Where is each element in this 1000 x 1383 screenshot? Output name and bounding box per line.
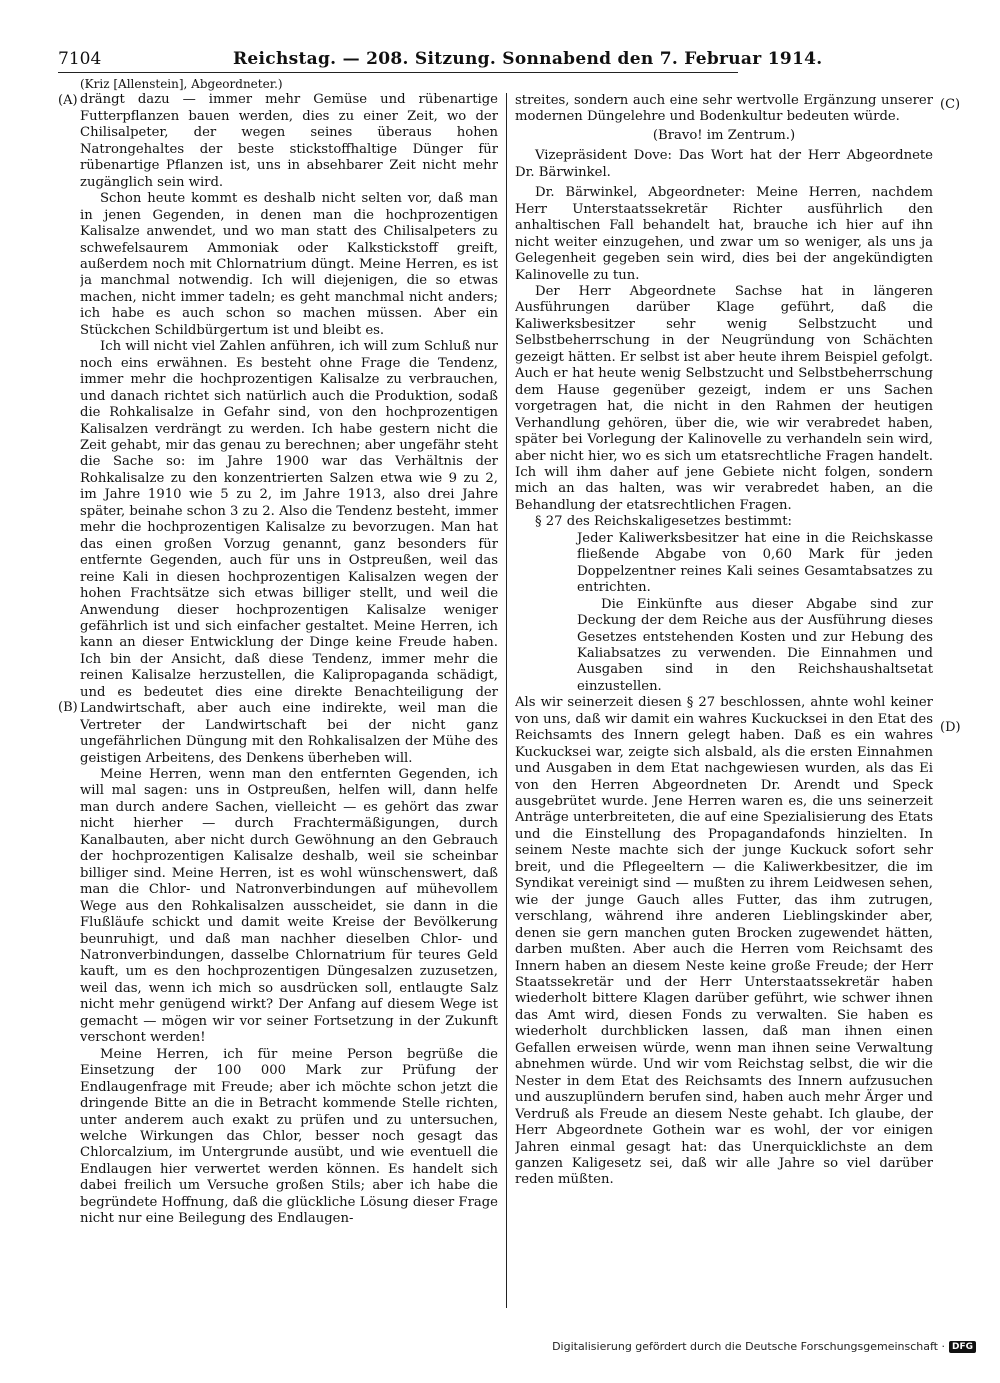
applause-note: (Bravo! im Zentrum.) xyxy=(652,127,796,143)
vice-president-remark: Vizepräsident Dove: Das Wort hat der Herr Abgeordnete Dr. Bärwinkel. xyxy=(515,148,933,180)
paragraph: Ich will nicht viel Zahlen anführen, ich will zum Schluß nur noch eins erwähnen. Es besteht ohne Frage die Tendenz, immer mehr die hochprozentigen Kalisalze zu verbrauchen, und danach richtet sich natürlich auch die Produktion, sodaß die Rohkalisalze in Gefahr sind, von den hochprozentigen Kalisalzen verdrängt zu werden. Ich habe gestern nicht die Zeit gehabt, mir das genau zu berechnen; aber ungefähr steht die Sache so: im Jahre 1900 war das Verhältnis der Rohkalisalze zu den konzentrierten Salzen etwa wie 9 zu 2, im Jahre 1910 wie 5 zu 2, im Jahre 1913, also drei Jahre später, beinahe schon 3 zu 2. Also die Tendenz besteht, immer mehr die hochprozentigen Kalisalze zu bevorzugen. Man hat das einen großen Vorzug genannt, ganz besonders für entfernte Gegenden, auch für uns in Ostpreußen, weil das reine Kali in diesen hochprozentigen Kalisalzen wegen der hohen Frachtsätze sich etwas billiger stellt, und weil die Anwendung dieser hochprozentigen Kalisalze weniger gefährlich ist und sich einfacher gestaltet. Meine Herren, ich kann an dieser Entwicklung der Dinge keine Freude haben. Ich bin der Ansicht, daß diese Tendenz, immer mehr die reinen Kalisalze herzustellen, die Kalipropaganda schädigt, und es bedeutet dies eine direkte Benachteiligung der Landwirtschaft, aber auch eine indirekte, weil man die Vertreter der Landwirtschaft bei der nicht ganz ungefährlichen Düngung mit den Rohkalisalzen der Mühe des geistigen Arbeitens, des Denkens überheben will. xyxy=(80,339,498,766)
running-head: Reichstag. — 208. Sitzung. Sonnabend den 7. Februar 1914. xyxy=(233,49,823,69)
dfg-logo: DFG xyxy=(949,1341,976,1353)
margin-marker-d: (D) xyxy=(940,720,961,735)
column-divider xyxy=(506,93,507,1308)
left-column xyxy=(80,76,498,1308)
paragraph: streites, sondern auch eine sehr wertvolle Ergänzung unserer modernen Düngelehre und Bodenkultur bedeuten würde. xyxy=(515,93,933,125)
page-header xyxy=(58,48,823,70)
right-column xyxy=(515,93,933,1308)
paragraph: § 27 des Reichskaligesetzes bestimmt: xyxy=(535,514,792,530)
margin-marker-b: (B) xyxy=(58,700,78,715)
paragraph: Schon heute kommt es deshalb nicht selten vor, daß man in jenen Gegenden, in denen man die hochprozentigen Kalisalze anwendet, und wo man statt des Chilisalpeters zu schwefelsaurem Ammoniak oder Kalkstickstoff greift, außerdem noch mit Chlornatrium düngt. Meine Herren, es ist ja manchmal notwendig. Ich will diejenigen, die so etwas machen, nicht immer tadeln; es geht manchmal nicht anders; ich habe es auch schon so machen müssen. Aber ein Stückchen Schildbürgertum ist und bleibt es. xyxy=(80,191,498,338)
paragraph: Meine Herren, ich für meine Person begrüße die Einsetzung der 100 000 Mark zur Prüfung der Endlaugenfrage mit Freude; aber ich möchte schon jetzt die dringende Bitte an die in Betracht kommende Stelle richten, unter anderem auch exakt zu prüfen und zu untersuchen, welche Wirkungen das Chlor, besser noch gesagt das Chlorcalzium, im Untergrunde ausübt, und wie eventuell die Endlaugen hier verwertet werden können. Es handelt sich dabei freilich um Versuche großen Stils; aber ich habe die begründete Hoffnung, daß die glückliche Lösung dieser Frage nicht nur eine Beilegung des Endlaugen- xyxy=(80,1046,498,1227)
law-quote: Die Einkünfte aus dieser Abgabe sind zur Deckung der dem Reiche aus der Ausführung dieses Gesetzes entstehenden Kosten und zur Hebung des Kaliabsatzes zu verwenden. Die Einnahmen und Ausgaben sind in den Reichshaushaltsetat einzustellen. xyxy=(577,596,933,694)
law-quote: Jeder Kaliwerksbesitzer hat eine in die Reichskasse fließende Abgabe von 0,60 Mark für jeden Doppelzentner reines Kali seines Gesamtabsatzes zu entrichten. xyxy=(577,530,933,596)
footer-credit xyxy=(552,1340,976,1353)
page-number: 7104 xyxy=(58,49,102,69)
paragraph: Der Herr Abgeordnete Sachse hat in längeren Ausführungen darüber Klage geführt, daß die Kaliwerksbesitzer sehr wenig Selbstzucht und Selbstbeherrschung in der Neugründung von Schächten gezeigt hätten. Er selbst ist aber heute ihrem Beispiel gefolgt. Auch er hat heute wenig Selbstzucht und Selbstbeherrschung dem Hause gegenüber gezeigt, indem er uns Sachen vorgetragen hat, die nicht in den Rahmen der heutigen Verhandlung gehören, über die, wie wir verabredet haben, später bei Vorlegung der Kalinovelle zu verhandeln sein wird, aber nicht hier, wo es sich um etatsrechtliche Fragen handelt. Ich will ihm daher auf jene Gebiete nicht folgen, sondern mich an das halten, was wir verabredet haben, an die Behandlung der etatsrechtlichen Fragen. xyxy=(515,283,933,513)
margin-marker-c: (C) xyxy=(940,97,961,112)
paragraph: Dr. Bärwinkel, Abgeordneter: Meine Herren, nachdem Herr Unterstaatssekretär Richter ausführlich den anhaltischen Fall behandelt hat, brauche ich hier auf ihn nicht weiter einzugehen, und zwar um so weniger, als uns ja Gelegenheit gegeben sein wird, dies bei der angekündigten Kalinovelle zu tun. xyxy=(515,185,933,283)
speaker-tag: (Kriz [Allenstein], Abgeordneter.) xyxy=(80,77,283,91)
paragraph: Meine Herren, wenn man den entfernten Gegenden, ich will mal sagen: uns in Ostpreußen, helfen will, dann helfe man durch andere Sachen, vielleicht — es gehört das zwar nicht hierher — durch Frachtermäßigungen, durch Kanalbauten, aber nicht durch Gewöhnung an den Gebrauch der hochprozentigen Kalisalze deshalb, weil sie scheinbar billiger sind. Meine Herren, ist es wohl wünschenswert, daß man die Chlor- und Natronverbindungen auf mühevollem Wege aus den Rohkalisalzen ausscheidet, sie dann in die Flußläufe schickt und damit weite Kreise der Bevölkerung beunruhigt, und daß man nachher dieselben Chlor- und Natronverbindungen, dasselbe Chlornatrium für teures Geld kauft, um es den hochprozentigen Düngesalzen zuzusetzen, weil das, wenn ich mich so ausdrücken soll, entlaugte Salz nicht mehr genügend wirkt? Der Anfang auf diesem Wege ist gemacht — mögen wir vor seiner Fortsetzung in der Zukunft verschont werden! xyxy=(80,767,498,1046)
header-rule xyxy=(58,72,738,73)
paragraph: Als wir seinerzeit diesen § 27 beschlossen, ahnte wohl keiner von uns, daß wir damit ein wahres Kuckucksei in den Etat des Reichsamts des Innern gelegt haben. Daß es ein wahres Kuckucksei war, zeigte sich alsbald, als die ersten Einnahmen und Ausgaben in dem Etat nachgewiesen wurden, als das Ei von den Herren Abgeordneten Dr. Arendt und Speck ausgebrütet wurde. Jene Herren waren es, die uns seinerzeit Anträge unterbreiteten, die auf eine Spezialisierung des Etats und die Einstellung des Propagandafonds hinzielten. In seinem Neste machte sich der junge Kuckuck sofort sehr breit, und die Pflegeeltern — die Kaliwerkbesitzer, die im Syndikat vereinigt sind — mußten zu ihrem Leidwesen sehen, wie der junge Gauch alles Futter, das ihm zutrugen, verschlang, während ihre anderen Lieblingskinder aber, denen sie gern manchen guten Brocken zugewendet hätten, darben mußten. Aber auch die Herren vom Reichsamt des Innern haben an diesem Neste keine große Freude; der Herr Staatssekretär und der Herr Unterstaatssekretär haben wiederholt bittere Klagen darüber geführt, wie schwer ihnen das Amt wird, diesen Fonds zu verwalten. Sie haben es wiederholt durchblicken lassen, daß man ihnen einen Gefallen erweisen würde, wenn man ihnen seine Verwaltung abnehmen würde. Und wir vom Reichstag selbst, die wir die Nester in dem Etat des Reichsamts des Innern aufzusuchen und auszuplündern berufen sind, haben auch mehr Ärger und Verdruß als Freude an diesem Neste gehabt. Ich glaube, der Herr Abgeordnete Gothein war es wohl, der vor einigen Jahren einmal gesagt hat: das Unerquicklichste an dem ganzen Kaligesetz sei, daß wir alle Jahre so viel darüber reden müßten. xyxy=(515,695,933,1188)
paragraph: drängt dazu — immer mehr Gemüse und rübenartige Futterpflanzen bauen werden, dies zu einer Zeit, wo der Chilisalpeter, der wegen seines überaus hohen Natrongehaltes der beste stickstoffhaltige Dünger für rübenartige Pflanzen ist, uns in absehbarer Zeit nicht mehr zugänglich sein wird. xyxy=(80,92,498,190)
footer-text: Digitalisierung gefördert durch die Deutsche Forschungsgemeinschaft · xyxy=(552,1340,945,1353)
margin-marker-a: (A) xyxy=(58,93,78,108)
